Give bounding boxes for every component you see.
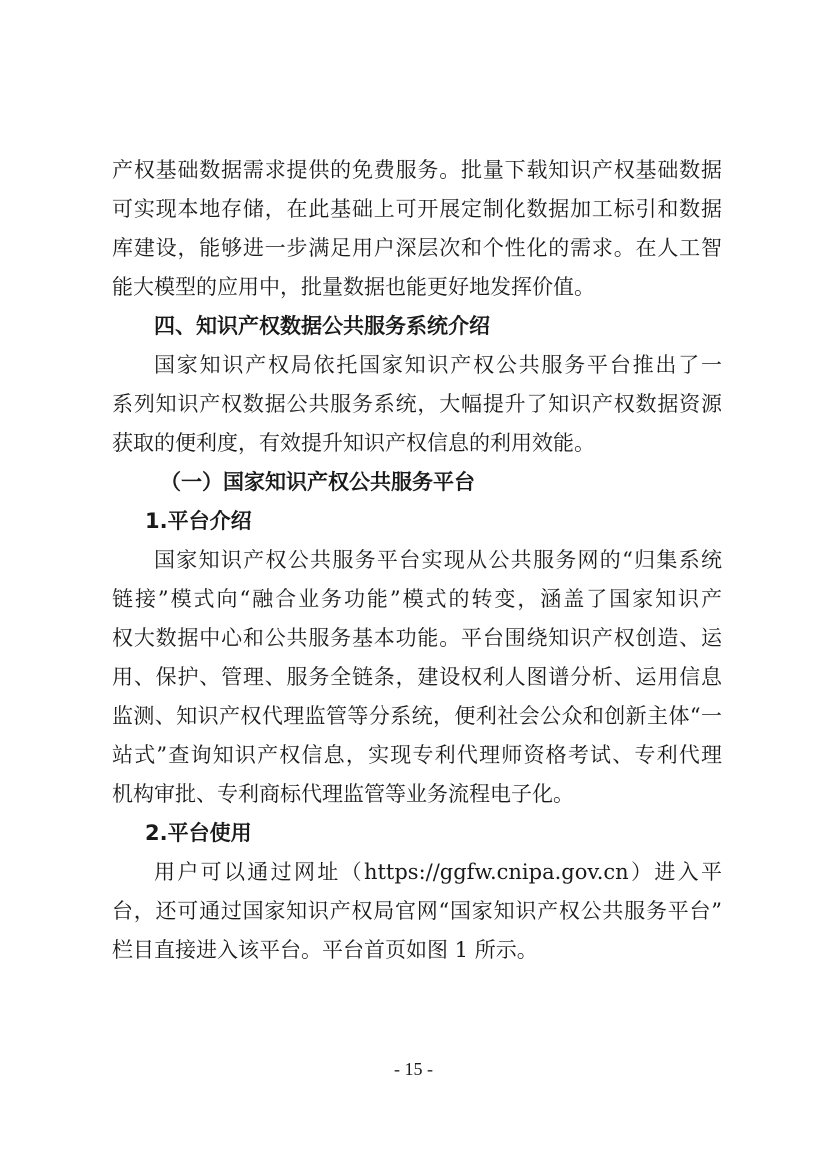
- page-number: - 15 -: [394, 1059, 433, 1079]
- paragraph-line: 国家知识产权公共服务平台实现从公共服务网的“归集系统: [154, 548, 722, 572]
- paragraph-line: 可实现本地存储，在此基础上可开展定制化数据加工标引和数据: [112, 197, 722, 221]
- item-heading: 2.平台使用: [145, 821, 252, 845]
- paragraph-line: 产权基础数据需求提供的免费服务。批量下载知识产权基础数据: [112, 158, 722, 182]
- paragraph-line: 栏目直接进入该平台。平台首页如图 1 所示。: [112, 938, 538, 962]
- paragraph-line: 能大模型的应用中，批量数据也能更好地发挥价值。: [112, 275, 595, 299]
- paragraph-line: 用户可以通过网址（https://ggfw.cnipa.gov.cn）进入平: [154, 860, 722, 884]
- paragraph-line: 获取的便利度，有效提升知识产权信息的利用效能。: [112, 431, 595, 455]
- paragraph-line: 库建设，能够进一步满足用户深层次和个性化的需求。在人工智: [112, 236, 722, 260]
- paragraph-line: 用、保护、管理、服务全链条，建设权利人图谱分析、运用信息: [112, 665, 722, 689]
- paragraph-line: 站式”查询知识产权信息，实现专利代理师资格考试、专利代理: [112, 743, 722, 767]
- paragraph-line: 机构审批、专利商标代理监管等业务流程电子化。: [112, 782, 574, 806]
- subsection-heading: （一）国家知识产权公共服务平台: [160, 470, 475, 494]
- paragraph-line: 链接”模式向“融合业务功能”模式的转变，涵盖了国家知识产: [112, 587, 722, 611]
- paragraph-line: 国家知识产权局依托国家知识产权公共服务平台推出了一: [154, 353, 722, 377]
- section-heading: 四、知识产权数据公共服务系统介绍: [154, 314, 490, 338]
- paragraph-line: 系列知识产权数据公共服务系统，大幅提升了知识产权数据资源: [112, 392, 722, 416]
- paragraph-line: 台，还可通过国家知识产权局官网“国家知识产权公共服务平台”: [112, 899, 722, 923]
- paragraph-line: 监测、知识产权代理监管等分系统，便利社会公众和创新主体“一: [112, 704, 722, 728]
- item-heading: 1.平台介绍: [145, 509, 252, 533]
- paragraph-line: 权大数据中心和公共服务基本功能。平台围绕知识产权创造、运: [112, 626, 722, 650]
